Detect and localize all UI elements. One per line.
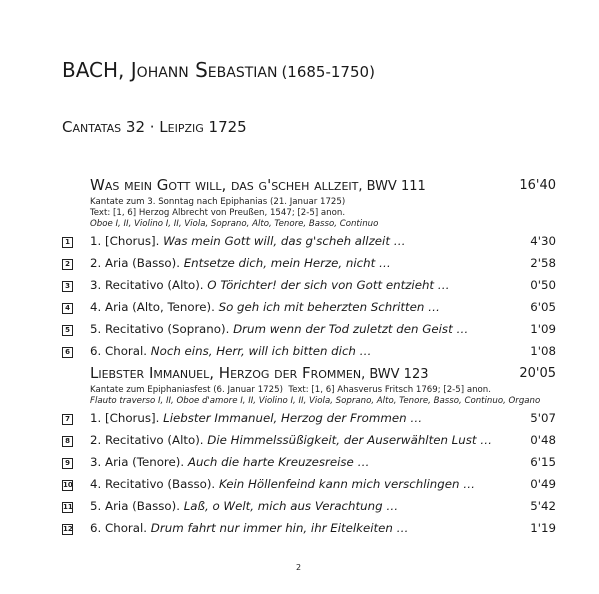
cantata-scoring: Flauto traverso I, II, Oboe d'amore I, II, Violino I, II, Viola, Soprano, Alto, Tenore, Basso, Continuo, Organo	[90, 396, 541, 406]
track-label: 2. Recitativo (Alto).	[90, 433, 208, 447]
track-incipit: So geh ich mit beherzten Schritten …	[218, 300, 440, 314]
track-row	[0, 278, 599, 300]
track-row	[0, 433, 599, 455]
cantata-text-credit: Text: [1, 6] Ahasverus Fritsch 1769; [2-5] anon.	[288, 385, 491, 395]
cantata-title	[90, 176, 426, 194]
track-title	[90, 256, 391, 270]
track-incipit: Entsetze dich, mein Herze, nicht …	[183, 256, 391, 270]
cantata-duration: 16'40	[519, 178, 556, 193]
track-time: 1'19	[530, 521, 556, 535]
track-number-box: 11	[63, 503, 73, 511]
track-number-box: 2	[62, 259, 73, 270]
track-number-box: 7	[62, 414, 73, 425]
cantata-occasion: Kantate zum 3. Sonntag nach Epiphanias (21. Januar 1725)	[90, 197, 346, 207]
track-time: 1'09	[530, 322, 556, 336]
cantata-occasion-text: Kantate zum Epiphaniasfest (6. Januar 1725)	[90, 385, 283, 395]
track-number-box: 3	[62, 281, 73, 292]
track-title	[90, 322, 468, 336]
track-row	[0, 234, 599, 256]
track-incipit: Drum wenn der Tod zuletzt den Geist …	[233, 322, 469, 336]
cantata-scoring: Oboe I, II, Violino I, II, Viola, Soprano, Alto, Tenore, Basso, Continuo	[90, 219, 379, 229]
track-label: 3. Aria (Tenore).	[90, 455, 188, 469]
track-title	[90, 521, 408, 535]
track-row	[0, 322, 599, 344]
cantata-occasion	[90, 385, 491, 396]
track-title	[90, 344, 371, 358]
track-number-box: 1	[62, 237, 73, 248]
track-incipit: Laß, o Welt, mich aus Verachtung …	[183, 499, 399, 513]
track-incipit: Liebster Immanuel, Herzog der Frommen …	[163, 411, 423, 425]
composer-dates: (1685-1750)	[281, 63, 375, 81]
track-incipit: Kein Höllenfeind kann mich verschlingen …	[218, 477, 476, 491]
track-time: 5'07	[530, 411, 556, 425]
track-label: 4. Recitativo (Basso).	[90, 477, 219, 491]
bwv-number: , BWV 123	[361, 367, 429, 382]
composer-surname: BACH,	[62, 58, 131, 82]
track-time: 0'50	[530, 278, 556, 292]
track-number-box: 5	[62, 325, 73, 336]
track-time: 4'30	[530, 234, 556, 248]
track-label: 1. [Chorus].	[90, 411, 164, 425]
track-label: 1. [Chorus].	[90, 234, 164, 248]
track-row	[0, 344, 599, 366]
bwv-number: , BWV 111	[358, 179, 426, 194]
track-incipit: Die Himmelssüßigkeit, der Auserwählten Lust …	[207, 433, 493, 447]
track-row	[0, 521, 599, 543]
track-row	[0, 256, 599, 278]
track-title	[90, 300, 440, 314]
track-time: 5'42	[530, 499, 556, 513]
track-incipit: Noch eins, Herr, will ich bitten dich …	[150, 344, 372, 358]
track-number-box: 10	[63, 481, 73, 489]
track-time: 0'49	[530, 477, 556, 491]
track-title	[90, 278, 450, 292]
cantata-text-credit: Text: [1, 6] Herzog Albrecht von Preußen, 1547; [2-5] anon.	[90, 208, 346, 218]
track-row	[0, 455, 599, 477]
track-number-box: 8	[62, 436, 73, 447]
cantata-title-text: Was mein Gott will, das g'scheh allzeit	[90, 176, 359, 194]
composer-heading	[62, 58, 375, 82]
track-time: 2'58	[530, 256, 556, 270]
track-row	[0, 300, 599, 322]
track-row	[0, 411, 599, 433]
track-time: 6'15	[530, 455, 556, 469]
track-label: 4. Aria (Alto, Tenore).	[90, 300, 219, 314]
cantata-title	[90, 364, 429, 382]
track-label: 6. Choral.	[90, 521, 151, 535]
track-label: 6. Choral.	[90, 344, 151, 358]
track-label: 2. Aria (Basso).	[90, 256, 184, 270]
track-incipit: O Törichter! der sich von Gott entzieht …	[207, 278, 450, 292]
track-time: 0'48	[530, 433, 556, 447]
track-number-box: 4	[62, 303, 73, 314]
track-label: 3. Recitativo (Alto).	[90, 278, 208, 292]
track-number-box: 9	[62, 458, 73, 469]
cantata-duration: 20'05	[519, 366, 556, 381]
track-number-box: 12	[63, 525, 73, 533]
track-row	[0, 499, 599, 521]
track-incipit: Was mein Gott will, das g'scheh allzeit …	[163, 234, 406, 248]
composer-forenames: Johann Sebastian	[130, 58, 278, 82]
track-incipit: Auch die harte Kreuzesreise …	[187, 455, 370, 469]
track-title	[90, 455, 369, 469]
track-title	[90, 499, 398, 513]
track-time: 6'05	[530, 300, 556, 314]
track-title	[90, 234, 406, 248]
release-title: Cantatas 32 · Leipzig 1725	[62, 118, 247, 136]
track-label: 5. Aria (Basso).	[90, 499, 184, 513]
track-number-box: 6	[62, 347, 73, 358]
cantata-title-text: Liebster Immanuel, Herzog der Frommen	[90, 364, 362, 382]
track-row	[0, 477, 599, 499]
track-incipit: Drum fahrt nur immer hin, ihr Eitelkeiten …	[150, 521, 409, 535]
track-title	[90, 411, 422, 425]
track-title	[90, 433, 492, 447]
page-number: 2	[296, 563, 302, 572]
track-title	[90, 477, 475, 491]
track-label: 5. Recitativo (Soprano).	[90, 322, 234, 336]
track-time: 1'08	[530, 344, 556, 358]
